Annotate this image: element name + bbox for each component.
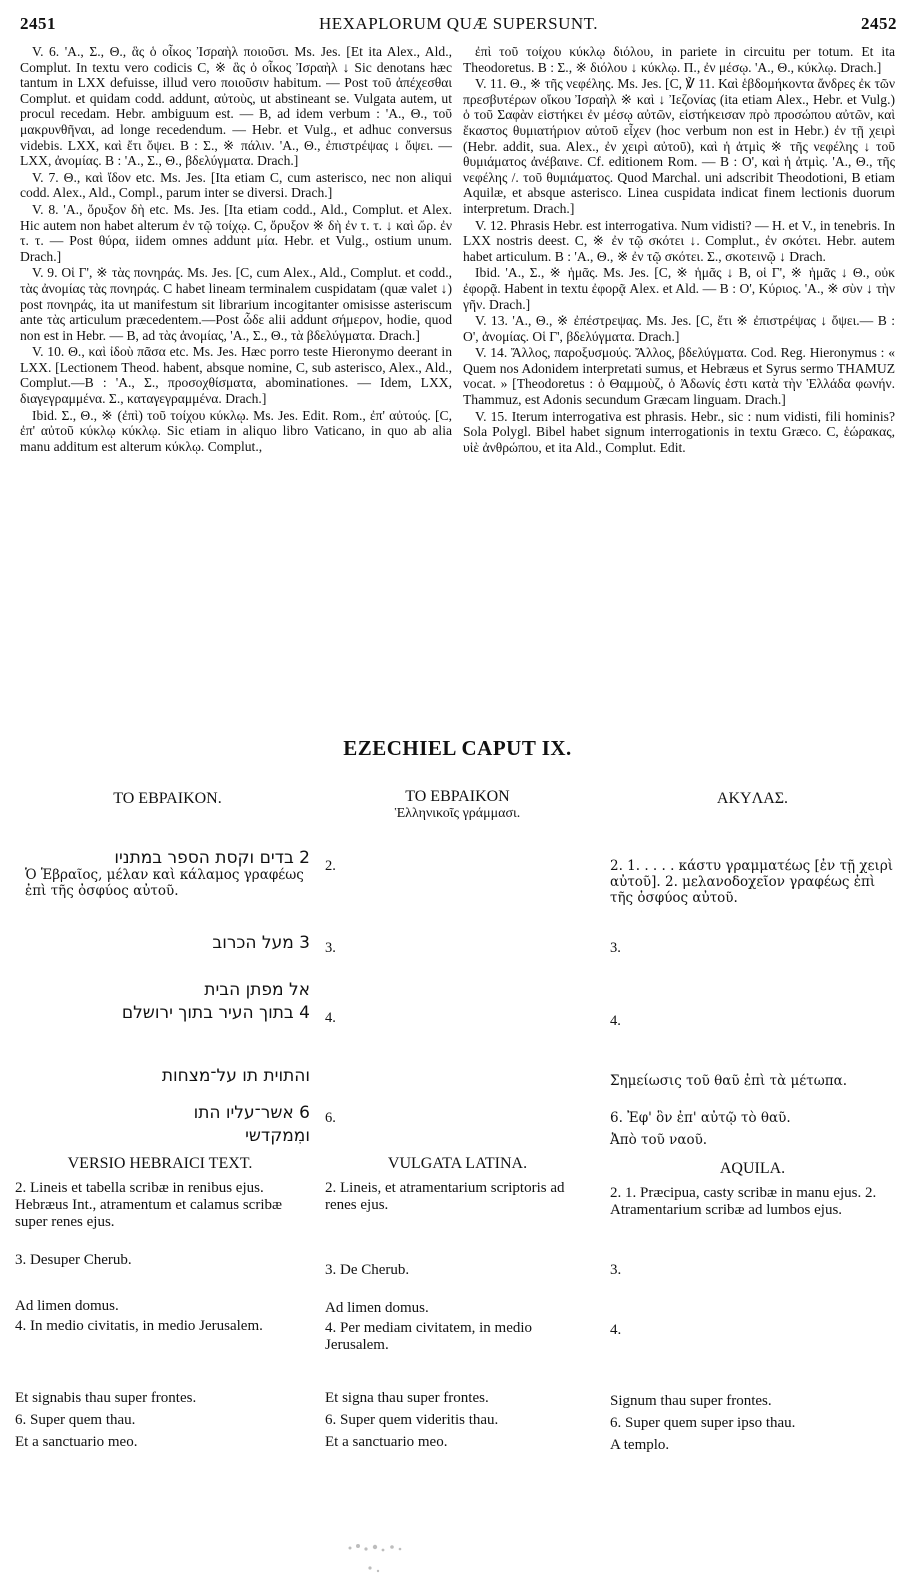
hebrew-text: 3 מעל הכרוב [212, 933, 310, 953]
aquila-row: A templo. [610, 1437, 670, 1453]
aquila-greek: Σημείωσις τοῦ θαῦ ἐπὶ τὰ μέτωπα. [610, 1073, 848, 1089]
aquila-row: Signum thau super frontes. [610, 1393, 772, 1409]
column-head-vulgata: VULGATA LATINA. [387, 1155, 528, 1172]
versio-row: Et a sanctuario meo. [15, 1434, 138, 1450]
versio-row: 2. Lineis et tabella scribæ in renibus ejus. Hebræus Int., atramentum et calamus scribæ super renes ejus. [15, 1180, 283, 1230]
notes-left-column [20, 44, 452, 704]
aquila-row: 2. 1. Præcipua, casty scribæ in manu ejus. 2. Atramentarium scribæ ad lumbos ejus. [610, 1185, 877, 1218]
column-head-aquila-greek: AKYΛAΣ. [716, 790, 789, 807]
hebrew-text: 4 בתוך העיר בתוך ירושלם [121, 1003, 310, 1023]
hebrew-row [25, 850, 310, 899]
column-head-hebrew: TO EBPAIKON. [113, 790, 222, 807]
note-paragraph: V. 15. Iterum interrogativa est phrasis. Hebr., sic : num vidisti, fili hominis? Sola Polygl. Bibel habet signum interrogationis in textu Græco. C, ἑώρακας, υἱὲ ἀνθρώπου, et ita Ald., Complut. Edit. [463, 408, 895, 455]
note-paragraph: V. 9. Οἱ Γ', ※ τὰς πονηράς. Ms. Jes. [C, cum Alex., Ald., Complut. et codd., τὰς ἀνομίας τὰς πονηράς. C habet lineam terminalem cuspidatam (quæ valet ↓) post πονηράς, ita ut manifestum sit librarium incogitanter omisisse asteriscum ante τὰς articulum præcedentem.—Post ὧδε alii addunt σήμερον, hodie, quod non est in Hebr. — B, ad τὰς ἀνομίας, 'Α., Σ., Θ., τὰ βδελύγματα. Drach.] [20, 265, 452, 343]
versio-row: 3. Desuper Cherub. [15, 1252, 132, 1268]
note-paragraph: V. 14. Ἄλλος, παροξυσμούς. Ἄλλος, βδελύγματα. Cod. Reg. Hieronymus : « Quem nos Adonidem interpretati sumus, et Hebræus et Syrus sermo THAMUZ vocat. » [Theodoretus : ὁ Θαμμοὺζ, ὁ Ἀδωνίς ἐστι κατὰ τὴν Ἑλλάδα φωνήν. Thammuz, est Adonis secundum Græcam linguam. Drach.] [463, 345, 895, 408]
page-header [20, 14, 897, 34]
column-head-hebrew-greek: TO EBPAIKON Ἑλληνικοῖς γράμμασι. [325, 788, 590, 822]
library-stamp-mark [330, 1538, 450, 1578]
note-paragraph: Ibid. Σ., Θ., ※ (ἐπὶ) τοῦ τοίχου κύκλῳ. Ms. Jes. Edit. Rom., ἐπ' αὐτούς. [C, ἐπ' αὐτοῦ κύκλῳ κύκλῳ. Sic etiam in aliquo libro Vaticano, in quo ab alia manu additum est alterum κύκλῳ. Complut., [20, 407, 452, 454]
verse-number: 4. [325, 1010, 336, 1026]
hebrew-text: 6 אשר־עליו התו [193, 1103, 310, 1123]
chapter-title: EZECHIEL CAPUT IX. [343, 736, 572, 760]
running-title: HEXAPLORUM QUÆ SUPERSUNT. [318, 14, 599, 33]
versio-row: Ad limen domus. [15, 1298, 119, 1314]
column-subhead: Ἑλληνικοῖς γράμμασι. [394, 806, 521, 821]
hebrew-text: 2 בדים וקסת הספר במתניו [114, 848, 310, 868]
notes-right-column [463, 44, 895, 704]
note-paragraph: V. 11. Θ., ※ τῆς νεφέλης. Ms. Jes. [C, ℣ 11. Καὶ ἑβδομήκοντα ἄνδρες ἐκ τῶν πρεσβυτέρων οἴκου Ἰσραὴλ ※ καὶ ↓ Ἰεζονίας (ita etiam Alex., Hebr. et Vulg.) ὁ τοῦ Σαφὰν εἱστήκει ἐν μέσῳ αὐτῶν, εἱστήκεισαν πρὸ προσώπου αὐτῶν, καὶ ἕκαστος θυμιατήριον αὐτοῦ εἶχεν (hoc verbum non est in Hebr.) ἐν τῇ χειρὶ (Hebr. addit, sua. Alex., ἐν χειρὶ αὐτοῦ), καὶ ἡ ἀτμὶς ※ τῆς νεφέλης ↓ τοῦ θυμιάματος ἀνέβαινε. Cf. editionem Rom. — B : Ο', καὶ ἡ ἀτμὶς. 'Α., Θ., τῆς νεφέλης /. τοῦ θυμιάματος. Quod Marchal. uni adscribit Theodotioni, B etiam Aquilæ, et absque asterisco. Linea cuspidata indicat finem lectionis duorum interpretum. Drach.] [463, 76, 895, 216]
vulgata-row: 3. De Cherub. [325, 1262, 410, 1278]
vulgata-row: Ad limen domus. [325, 1300, 429, 1316]
aquila-greek: 6. Ἐφ' ὃν ἐπ' αὐτῷ τὸ θαῦ. [610, 1110, 791, 1126]
aquila-greek: 2. 1. . . . . κάστυ γραμματέως [ἐν τῇ χειρὶ αὐτοῦ]. 2. μελανοδοχεῖον γραφέως ἐπὶ τῆς ὀσφύος αὐτοῦ. [610, 858, 894, 906]
note-paragraph: V. 8. 'Α., ὄρυξον δὴ etc. Ms. Jes. [Ita etiam codd., Ald., Complut. et Alex. Hic autem non habet alterum ἐν τῷ τοίχῳ. C, ὄρυξον ※ δὴ ἐν τ. τ. ↓ καὶ ὤρ. ἐν τ. τ. — Post θύρα, iidem omnes addunt μία. Hebr. et Vulg., ostium unum. Drach.] [20, 201, 452, 264]
verse-number: 6. [325, 1110, 336, 1126]
versio-row: 6. Super quem thau. [15, 1412, 136, 1428]
notes-section [20, 44, 895, 704]
aquila-row: 3. [610, 1262, 622, 1278]
vulgata-row: 6. Super quem videritis thau. [325, 1412, 499, 1428]
vulgata-row: 4. Per mediam civitatem, in medio Jerusalem. [325, 1320, 533, 1353]
aquila-row: 4. [610, 1322, 622, 1338]
hebrew-text: והתוית תו על־מצחות [161, 1066, 310, 1086]
versio-row: Et signabis thau super frontes. [15, 1390, 197, 1406]
vulgata-row: 2. Lineis, et atramentarium scriptoris ad renes ejus. [325, 1180, 565, 1213]
verse-number: 3. [325, 940, 336, 956]
note-paragraph: V. 12. Phrasis Hebr. est interrogativa. Num vidisti? — H. et V., in tenebris. In LXX nostris deest. C, ※ ἐν τῷ σκότει ↓. Complut., ἐν σκότει. Hebr. autem habet articulum. B : 'Α., Θ., ※ ἐν τῷ σκότει. Σ., σκοτεινῷ ↓ Drach. [463, 217, 895, 264]
versio-row: 4. In medio civitatis, in medio Jerusalem. [15, 1318, 263, 1334]
note-paragraph: V. 7. Θ., καὶ ἴδον etc. Ms. Jes. [Ita etiam C, cum asterisco, nec non aliqui codd. Alex., Ald., Compl., parum inter se diversi. Drach.] [20, 169, 452, 201]
vulgata-row: Et signa thau super frontes. [325, 1390, 489, 1406]
vulgata-row: Et a sanctuario meo. [325, 1434, 448, 1450]
note-paragraph: Ibid. 'Α., Σ., ※ ἡμᾶς. Ms. Jes. [C, ※ ἡμᾶς ↓ B, οἱ Γ', ※ ἡμᾶς ↓ Θ., οὐκ ἐφορᾷ. Habent in textu ἐφορᾷ Alex. et Ald. — B : Ο', Κύριος. 'Α., ※ σὺν ↓ τὴν γῆν. Drach.] [463, 265, 895, 312]
note-paragraph: V. 6. 'Α., Σ., Θ., ἃς ὁ οἶκος Ἰσραὴλ ποιοῦσι. Ms. Jes. [Et ita Alex., Ald., Complut. In textu vero codicis C, ※ ἃς ὁ οἶκος Ἰσραὴλ ↓ Sic denotans hæc tantum in LXX defuisse, illud vero ποιοῦσιν habitum. — Post τοῦ ἀπέχεσθαι Complut. et quidam codd. addunt, αὐτοὺς, ut abstineant se. Vulgata autem, ut procul recedam. Hebr. ambiguum est. — B, ad idem verbum : 'Α., Θ., τοῦ μακρυνθῆναι, ad longe recedendum. — Hebr. et Vulg., et adhuc conversus videbis. LXX, καὶ ἔτι ὄψει. B : Σ., ※ πάλιν. 'Α., Θ., ἐπιστρέψας ↓ ὄψει. — LXX, ἀνομίας. B : 'Α., Σ., Θ., βδελύγματα. Drach.] [20, 44, 452, 169]
aquila-greek: 4. [610, 1013, 621, 1029]
hebrew-text: ומִמקדשי [245, 1126, 310, 1146]
page-number-right: 2452 [861, 14, 897, 33]
greek-note: Ὁ Ἑβραῖος, μέλαν καὶ κάλαμος γραφέως ἐπὶ τῆς ὀσφύος αὐτοῦ. [25, 867, 304, 899]
column-head-aquila: AQUILA. [719, 1160, 786, 1177]
aquila-row: 6. Super quem super ipso thau. [610, 1415, 796, 1431]
note-paragraph: ἐπὶ τοῦ τοίχου κύκλῳ διόλου, in pariete in circuitu per totum. Et ita Theodoretus. B : Σ., ※ διόλου ↓ κύκλῳ. Π., ἐν μέσῳ. 'Α., Θ., κύκλῳ. Drach.] [463, 44, 895, 75]
hebrew-text: אל מפתן הבית [204, 980, 310, 1000]
page-number-left: 2451 [20, 14, 56, 33]
column-head-versio: VERSIO HEBRAICI TEXT. [67, 1155, 253, 1172]
note-paragraph: V. 10. Θ., καὶ ἰδοὺ πᾶσα etc. Ms. Jes. Hæc porro teste Hieronymo deerant in LXX. [Lectionem Theod. habent, absque nomine, C, sub asterisco, Alex., Ald., Complut.—B : 'Α., Σ., προσοχθίσματα, abominationes. — Idem, LXX, διαγεγραμμένα. Σ., καταγεγραμμένα. Drach.] [20, 344, 452, 407]
aquila-greek: Ἀπὸ τοῦ ναοῦ. [610, 1132, 708, 1148]
note-paragraph: V. 13. 'Α., Θ., ※ ἐπέστρεψας. Ms. Jes. [C, ἔτι ※ ἐπιστρέψας ↓ ὄψει.— B : Ο', ἀνομίας. Οἱ Γ', βδελύγματα. Drach.] [463, 313, 895, 344]
aquila-greek: 3. [610, 940, 621, 956]
verse-number: 2. [325, 858, 336, 874]
